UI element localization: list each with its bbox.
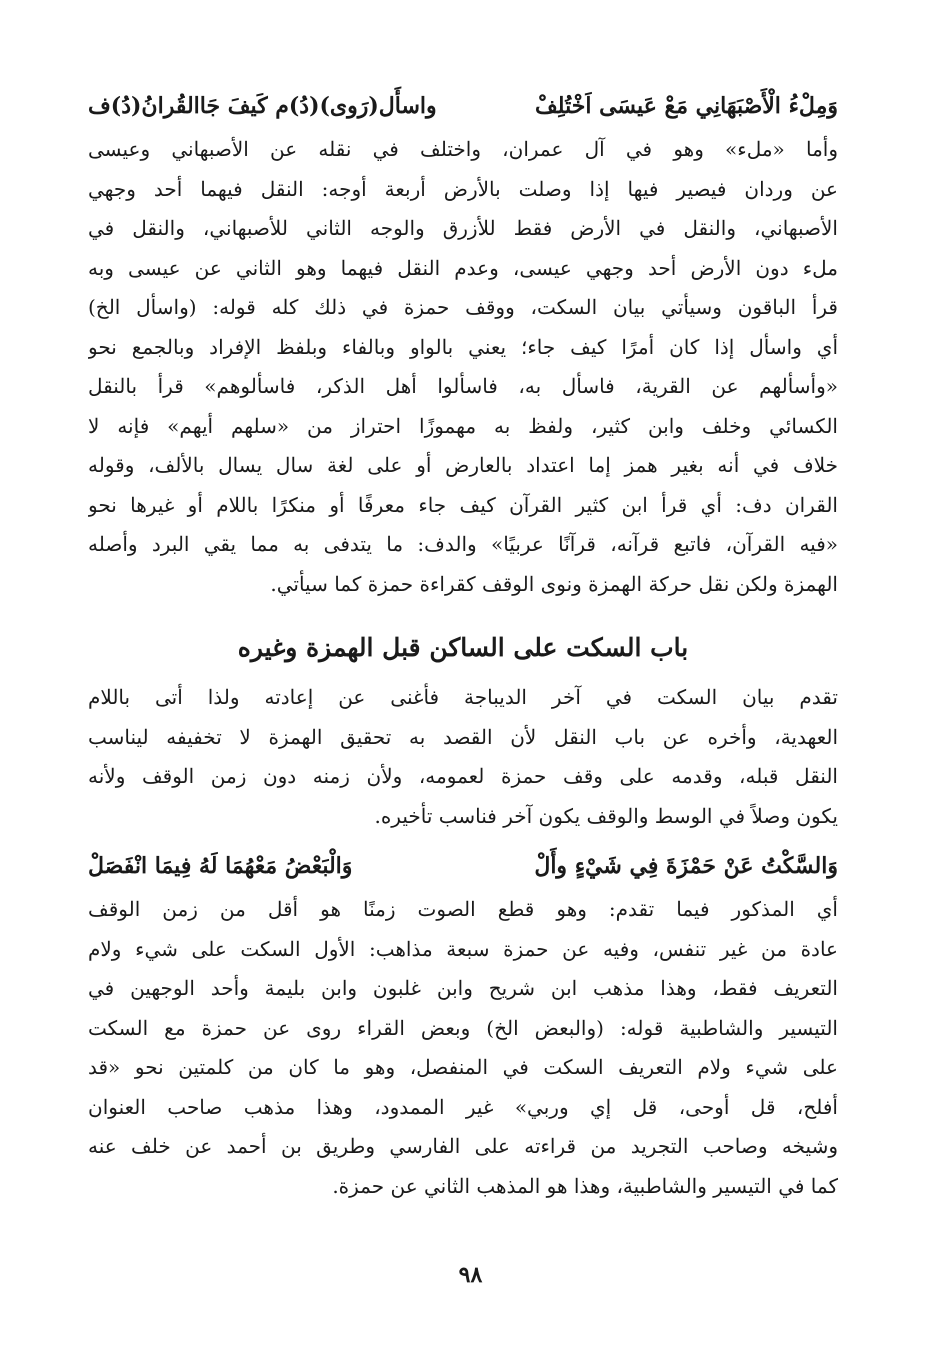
text-line: كما في التيسير والشاطبية، وهذا هو المذهب الثاني عن حمزة. — [332, 1173, 838, 1198]
page-number: ٩٨ — [458, 1262, 483, 1288]
page-body — [88, 82, 838, 1206]
text-line: القران دف: أي قرأ ابن كثير القرآن كيف جاء معرفًا أو منكرًا باللام أو غيرها نحو — [88, 492, 838, 517]
text-line: الأصبهاني، والنقل في الأرض فقط للأزرق والوجه الثاني للأصبهاني، والنقل في — [88, 216, 838, 240]
text-line: وشيخه وصاحب التجريد من قراءته على الفارسي وطريق بن أحمد عن خلف عنه — [88, 1134, 838, 1158]
text-line: الكسائي وخلف وابن كثير، ولفظ به مهموزًا احتراز من «سلهم أيهم» فإنه لا — [88, 413, 838, 438]
text-line: أي واسأل إذا كان أمرًا كيف جاء؛ يعني بالواو وبالفاء وبلفظ الإفراد وبالجمع نحو — [88, 334, 838, 359]
text-line: «وأسألهم عن القرية، فاسأل به، فاسألوا أهل الذكر، فاسألوهم» قرأ بالنقل — [88, 374, 838, 398]
text-line: أفلح، قل أوحى، قل إي وربي» غير الممدود، وهذا مذهب صاحب العنوان — [88, 1094, 838, 1119]
text-line: يكون وصلاً في الوسط والوقف يكون آخر فناسب تأخيره. — [374, 803, 838, 828]
verse-line-1 — [88, 82, 838, 130]
verse-2-right-hemistich: وَالسَّكْتُ عَنْ حَمْزَةَ فِي شَيْءٍ وأَلْ — [534, 853, 838, 879]
text-line: على شيء ولام التعريف السكت في المنفصل، وهو ما كان من كلمتين نحو «قد — [88, 1055, 838, 1079]
text-line: عادة من غير تنفس، وفيه عن حمزة سبعة مذاهب: الأول السكت على شيء ولام — [88, 936, 838, 961]
text-line: «فيه القرآن، فاتبع قرآنه، قرآنًا عربيًا» والدف: ما يتدفى به مما يقي البرد وأصله — [88, 532, 838, 556]
text-line: التعريف فقط، وهذا مذهب ابن شريح وابن غلبون وابن بليمة وأحد الوجهين في — [88, 976, 838, 1000]
section-heading: باب السكت على الساكن قبل الهمزة وغيره — [237, 633, 689, 662]
text-line: النقل قبله، وقدمه على وقف حمزة لعمومه، ولأن زمنه دون زمن الوقف ولأنه — [88, 764, 838, 788]
text-line: التيسير والشاطبية قوله: (والبعض الخ) وبعض القراء روى عن حمزة مع السكت — [88, 1015, 838, 1040]
verse-2-left-hemistich: وَالْبَعْضُ مَعْهُمَا لَهُ فِيمَا انْفَصَلْ — [88, 853, 353, 879]
text-line: وأما «ملء» وهو في آل عمران، واختلف في نقله عن الأصبهاني وعيسى — [88, 137, 838, 161]
verse-line-2 — [88, 842, 838, 890]
text-line: العهدية، وأخره عن باب النقل لأن القصد به تحقيق الهمزة لا تخفيفه ليناسب — [88, 724, 838, 749]
commentary-paragraph-1 — [88, 130, 838, 604]
text-line: الهمزة ولكن نقل حركة الهمزة ونوى الوقف كقراءة حمزة كما سيأتي. — [270, 571, 838, 596]
text-line: عن وردان فيصير فيها إذا وصلت بالأرض أربعة أوجه: النقل فيهما أحد وجهي — [88, 176, 838, 201]
text-line: ملء دون الأرض أحد وجهي عيسى، وعدم النقل فيهما وهو الثاني عن عيسى وبه — [88, 255, 838, 280]
commentary-paragraph-2 — [88, 678, 838, 836]
text-line: قرأ الباقون وسيأتي بيان السكت، ووقف حمزة في ذلك كله قوله: (واسأل الخ) — [88, 295, 838, 319]
text-line: تقدم بيان السكت في آخر الديباجة فأغنى عن إعادته ولذا أتى باللام — [88, 685, 838, 709]
text-line: خلاف في أنه بغير همز إما اعتداد بالعارض أو على لغة سال يسال بالألف، وقوله — [88, 453, 838, 477]
verse-1-left-hemistich: واسأَل(رَوى)(دُ)م كَيفَ جَاالقُرانُ(دُ)ف — [88, 93, 437, 119]
commentary-paragraph-3 — [88, 890, 838, 1206]
verse-1-right-hemistich: وَمِلْءُ الْأَصْبَهَانِي مَعْ عَيسَى اَخْتُلِفْ — [535, 93, 838, 119]
text-line: أي المذكور فيما تقدم: وهو قطع الصوت زمنًا هو أقل من زمن الوقف — [88, 897, 838, 921]
